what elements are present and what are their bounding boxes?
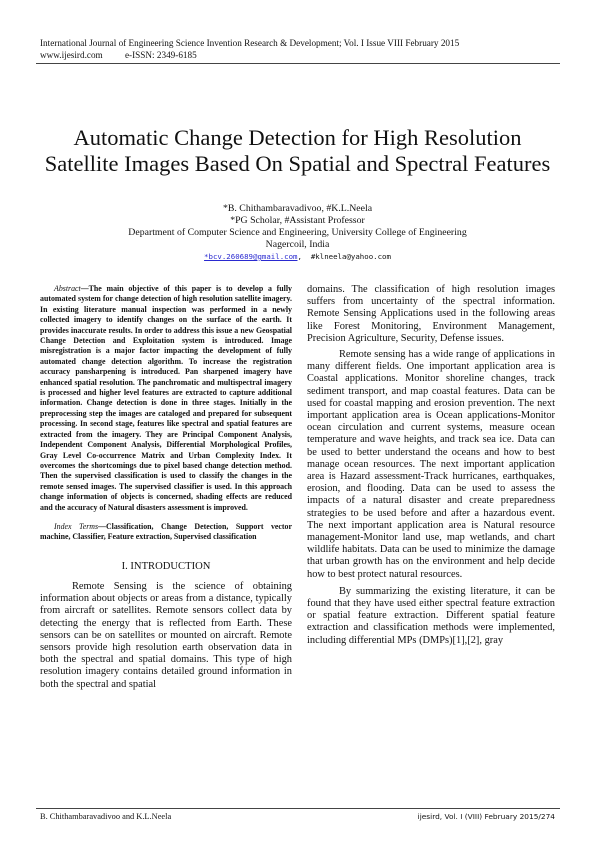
intro-paragraph: Remote Sensing is the science of obtaining information about objects or areas from a distance, typically from aircraft or satellites. Remote sensors collect data by detecting the energy that is reflected from Earth. These sensors can be on satellites or mounted on aircraft. Remote sensors provide high resolution earth observation data in both the spectral and spatial domains. This type of high resolution imagery contains detailed ground information in both the spectral and spatial xyxy=(40,580,292,690)
right-paragraph-3: By summarizing the existing literature, it can be found that they have used either spectral feature extraction or spatial feature extraction. Different spatial feature extraction and classification methods were implemented, including differential MPs (DMPs)[1],[2], gray xyxy=(307,585,555,646)
right-paragraph-1: domains. The classification of high resolution images suffers from uncertainty of the spectral information. Remote Sensing Applications used in the following areas like Forest Monitoring, Environment Management, Precision Agriculture, Security, Defense issues. xyxy=(307,284,555,344)
index-terms xyxy=(40,522,292,543)
right-column xyxy=(307,284,555,647)
right-paragraph-2: Remote sensing has a wide range of applications in many different fields. One important application area is Coastal applications. Monitor shoreline changes, track sediment transport, and map coastal features. Data can be used for coastal mapping and erosion prevention. The next important application area is Ocean applications-Monitor ocean circulation and current systems, measure ocean temperature and wave heights, and track sea ice. Data can be used to better understand the oceans and how to best manage ocean resources. The next important application area is Hazard assessment-Track hurricanes, earthquakes, erosion, and flooding. Data can be used to assess the impacts of a natural disaster and create preparedness strategies to be used before and after a hazardous event. The next important application area is Natural resource management-Monitor land use, map wetlands, and chart wildlife habitats. Data can be used to minimize the damage that urban growth has on the environment and help decide how to best protect natural resources. xyxy=(307,349,555,580)
author-roles: *PG Scholar, #Assistant Professor xyxy=(230,215,365,226)
abstract-text: —The main objective of this paper is to develop a fully automated system for change detection of high resolution satellite imagery. In existing literature manual inspection was performed in a newly collected imagery to identify changes on the surface of the earth. It provides inaccurate results. In order to address this issue a new Geospatial Change Detection and Exploitation system is introduced. Image misregistration is a major factor impacting the development of fully automated change detection algorithm. To increase the registration accuracy pansharpening is introduced. Pan sharpened imagery have enhanced spatial resolution. The panchromatic and multispectral imagery is processed and higher level features are extracted to capture additional information. Change detection is done in three stages. Initially in the preprocessing step the images are cataloged and prepared for subsequent processing. In second stage, features like spectral and spatial features are extracted from the imagery. They are Principal Component Analysis, Independent Component Analysis, Differential Morphological Profiles, Gray Level Co-occurrence Matrix and Urban Complexity Index. It overcomes the shortcomings due to pixel based change detection method. Then the supervised classification is used to classify the changes in the remote sensed images. The supervised classifier is used. In this approach change information of objects is concerned, shading effects are reduced and the accuracy of Natural disasters assessment is improved. xyxy=(40,284,292,512)
author-email-2: #klneela@yahoo.com xyxy=(310,252,391,261)
author-emails xyxy=(40,251,555,263)
header-rule xyxy=(36,63,560,64)
footer-page-info: ijesird, Vol. I (VIII) February 2015/274 xyxy=(417,812,555,821)
running-footer xyxy=(40,812,555,821)
paper-title: Automatic Change Detection for High Resolution Satellite Images Based On Spatial and Spectral Features xyxy=(44,125,551,176)
footer-rule xyxy=(36,808,560,809)
author-names: *B. Chithambaravadivoo, #K.L.Neela xyxy=(222,203,373,214)
index-terms-label: Index Terms xyxy=(54,521,99,531)
section-heading: I. INTRODUCTION xyxy=(121,560,211,572)
journal-website: www.ijesird.com xyxy=(40,50,103,60)
journal-eissn: e-ISSN: 2349-6185 xyxy=(124,50,197,60)
email-separator: , xyxy=(297,252,302,261)
running-header xyxy=(40,37,459,61)
abstract xyxy=(40,284,292,513)
footer-authors: B. Chithambaravadivoo and K.L.Neela xyxy=(40,812,172,821)
left-column xyxy=(40,284,292,691)
author-affiliation: Department of Computer Science and Engineering, University College of Engineering xyxy=(128,227,467,238)
abstract-label: Abstract xyxy=(54,284,81,293)
author-location: Nagercoil, India xyxy=(265,239,330,250)
index-terms-text: —Classification, Change Detection, Support vector machine, Classifier, Feature extraction, Supervised classification xyxy=(40,521,292,542)
journal-line: International Journal of Engineering Science Invention Research & Development; Vol. I Issue VIII February 2015 xyxy=(40,38,460,48)
author-email-link-1[interactable]: *bcv.260689@gmail.com xyxy=(204,252,298,261)
